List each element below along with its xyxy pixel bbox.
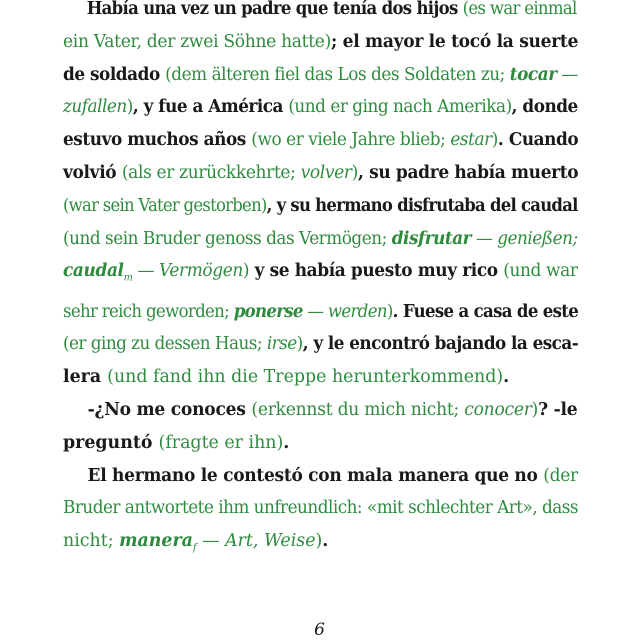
- grammar-gender-subscript: m: [123, 272, 133, 284]
- german-translation: ): [315, 531, 323, 552]
- spanish-text: , y su hermano disfrutaba del caudal: [266, 195, 578, 216]
- text-line: [63, 525, 578, 565]
- german-translation: (es war einmal: [462, 0, 577, 19]
- german-italic-text: volver: [300, 162, 352, 183]
- spanish-text: volvió: [63, 162, 122, 183]
- german-translation: (und sein Bruder genoss das Vermögen;: [63, 228, 392, 249]
- spanish-text: ? -le: [538, 400, 578, 421]
- german-translation: (erkennst du mich nicht;: [251, 400, 465, 421]
- text-line: [63, 157, 579, 190]
- spanish-text: Había una vez un padre que tenía dos hijos: [86, 0, 463, 19]
- german-translation: ): [126, 97, 133, 118]
- page-number: 6: [314, 620, 325, 640]
- german-italic-text: zufallen: [63, 97, 127, 118]
- german-italic-text: estar: [450, 130, 492, 151]
- keyword: caudal: [63, 261, 124, 282]
- spanish-text: .: [283, 432, 290, 453]
- spanish-text: . Cuando: [497, 130, 579, 151]
- text-line: [63, 59, 578, 92]
- text-line: [63, 223, 578, 256]
- spanish-text: , y fue a América: [132, 97, 289, 118]
- spanish-text: y se había puesto muy rico: [249, 261, 504, 282]
- text-line: [63, 427, 578, 460]
- grammar-gender-subscript: f: [192, 542, 197, 554]
- german-italic-text: irse: [266, 334, 297, 355]
- german-translation: ein Vater, der zwei Söhne hatte): [63, 31, 331, 52]
- spanish-text: preguntó: [63, 432, 159, 453]
- text-line: [63, 460, 578, 493]
- german-translation: (und er ging nach Amerika): [288, 97, 512, 118]
- spanish-text: .: [503, 367, 510, 388]
- text-line: [63, 296, 579, 329]
- text-line: [63, 394, 578, 427]
- german-translation: ): [296, 334, 303, 355]
- german-translation: ): [531, 400, 539, 421]
- german-translation: sehr reich geworden;: [63, 301, 234, 322]
- german-translation: (und war: [503, 261, 578, 282]
- german-italic-text: conocer: [464, 400, 532, 421]
- spanish-text: .: [322, 531, 329, 552]
- spanish-text: , donde: [511, 97, 578, 118]
- german-italic-text: — werden: [302, 301, 387, 322]
- spanish-text: ; el mayor le tocó la suerte: [330, 31, 579, 52]
- paragraph-2: [63, 394, 578, 460]
- paragraph-3: [63, 460, 578, 566]
- spanish-text: , y le encontró bajando la esca-: [302, 334, 579, 355]
- text-line: [63, 124, 579, 157]
- german-translation: (der: [543, 465, 578, 486]
- german-translation: ): [242, 261, 250, 282]
- german-translation: Bruder antwortete ihm unfreundlich: «mit schlechter Art», dass: [63, 498, 579, 519]
- spanish-text: estuvo muchos años: [63, 130, 252, 151]
- german-translation: ): [386, 301, 393, 322]
- german-translation: (wo er viele Jahre blieb;: [251, 130, 451, 151]
- text-line: [63, 328, 579, 361]
- page-text: [63, 0, 578, 565]
- text-line: [63, 361, 578, 394]
- german-translation: (dem älteren fiel das Los des Soldaten zu;: [165, 64, 510, 85]
- keyword: ponerse: [233, 301, 303, 322]
- spanish-text: de soldado: [63, 64, 166, 85]
- text-line: [63, 26, 579, 59]
- german-translation: (war sein Vater gestorben): [63, 195, 267, 216]
- german-translation: (er ging zu dessen Haus;: [63, 334, 267, 355]
- spanish-text: , su padre había muerto: [357, 162, 579, 183]
- paragraph-1: [63, 0, 578, 394]
- german-translation: (und fand ihn die Treppe herunterkommend): [107, 367, 504, 388]
- text-line: [63, 492, 579, 525]
- keyword: manera: [119, 531, 193, 552]
- german-translation: (fragte er ihn): [158, 432, 284, 453]
- text-line: [63, 91, 578, 124]
- text-line: [63, 0, 577, 26]
- german-translation: ): [491, 130, 498, 151]
- spanish-text: . Fuese a casa de este: [392, 301, 579, 322]
- german-italic-text: — Vermögen: [132, 261, 243, 282]
- german-translation: (als er zurückkehrte;: [121, 162, 301, 183]
- keyword: tocar: [509, 64, 557, 85]
- german-italic-text: — genießen;: [471, 228, 578, 249]
- german-translation: —: [556, 64, 578, 85]
- german-translation: ): [351, 162, 358, 183]
- spanish-text: lera: [63, 367, 108, 388]
- text-line: [63, 255, 578, 295]
- spanish-text: El hermano le contestó con mala manera que no: [87, 465, 544, 486]
- spanish-text: -¿No me conoces: [87, 400, 252, 421]
- keyword: disfrutar: [391, 228, 472, 249]
- german-italic-text: — Art, Weise: [196, 531, 316, 552]
- text-line: [63, 190, 578, 223]
- german-translation: nicht;: [63, 531, 120, 552]
